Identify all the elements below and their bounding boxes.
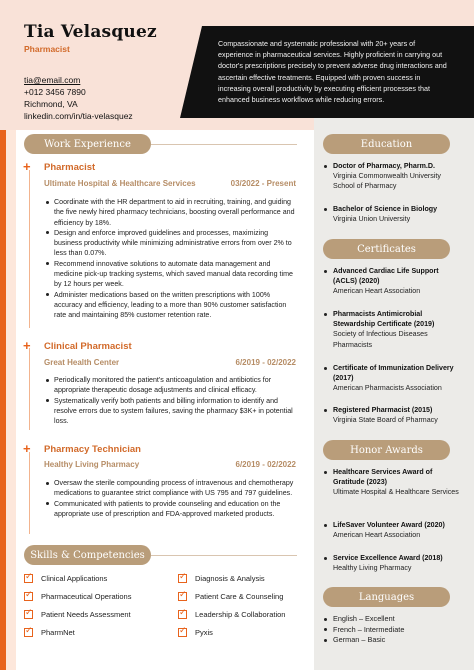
list-item: English – Excellent bbox=[323, 614, 463, 625]
entry-subtitle: Society of Infectious Diseases Pharmacists bbox=[333, 330, 428, 349]
list-item: Design and enforce improved guidelines and processes, maximizing business productivity while minimizing administrative errors from over 2% to less than 0.07%. bbox=[44, 228, 296, 259]
job-company: Healthy Living Pharmacy bbox=[44, 460, 140, 469]
summary-text: Compassionate and systematic professional with 20+ years of experience in pharmaceutical services. Highly proficient in carrying out doctor's prescriptions precisely to prevent adverse drug interactions and ascertain effective treatments. Equipped with proven success in increasing overall productivity by executing efficient processes that enhanced business workflows while reducing errors. bbox=[218, 39, 447, 105]
award-entry bbox=[323, 520, 463, 540]
education-entry bbox=[323, 161, 463, 192]
skill-item bbox=[24, 610, 131, 619]
skill-item bbox=[178, 628, 213, 637]
job-bullets bbox=[44, 375, 296, 426]
skill-item bbox=[24, 574, 107, 583]
languages-heading: Languages bbox=[323, 587, 450, 607]
list-item: French – Intermediate bbox=[323, 625, 463, 636]
plus-icon: + bbox=[23, 159, 31, 174]
honor-awards-heading: Honor Awards bbox=[323, 440, 450, 460]
job-title: Pharmacy Technician bbox=[44, 444, 141, 455]
skill-label: Diagnosis & Analysis bbox=[195, 574, 265, 583]
entry-subtitle: Healthy Living Pharmacy bbox=[333, 564, 412, 573]
timeline-line bbox=[29, 348, 30, 430]
skill-label: Clinical Applications bbox=[41, 574, 108, 583]
job-dates: 03/2022 - Present bbox=[230, 179, 296, 188]
candidate-name: Tia Velasquez bbox=[24, 22, 157, 42]
skill-item bbox=[24, 592, 131, 601]
checkbox-icon bbox=[178, 628, 187, 637]
entry-title: Pharmacists Antimicrobial Stewardship Certificate (2019) bbox=[323, 309, 463, 329]
left-pink-bar bbox=[6, 130, 16, 670]
checkbox-icon bbox=[178, 574, 187, 583]
work-experience-heading: Work Experience bbox=[24, 134, 151, 154]
education-heading: Education bbox=[323, 134, 450, 154]
email-link[interactable]: tia@email.com bbox=[24, 75, 81, 85]
entry-subtitle: Virginia Union University bbox=[333, 215, 411, 224]
skill-item bbox=[24, 628, 75, 637]
list-item: Administer medications based on the written prescriptions with 100% accuracy and efficiency, leading to a more than 90% customer satisfaction rate and maintaining 85% customer retention rate. bbox=[44, 290, 296, 321]
contact-info bbox=[24, 74, 133, 122]
entry-title: Doctor of Pharmacy, Pharm.D. bbox=[323, 161, 463, 171]
certificate-entry bbox=[323, 266, 463, 297]
phone-number: +012 3456 7890 bbox=[24, 87, 86, 97]
certificate-entry bbox=[323, 363, 463, 394]
education-entry bbox=[323, 204, 463, 224]
skill-item bbox=[178, 592, 283, 601]
skill-label: Pharmaceutical Operations bbox=[41, 592, 132, 601]
skill-label: Pyxis bbox=[195, 628, 213, 637]
skill-label: Patient Needs Assessment bbox=[41, 610, 131, 619]
job-bullets bbox=[44, 478, 296, 519]
entry-subtitle: Virginia State Board of Pharmacy bbox=[333, 416, 438, 425]
entry-title: LifeSaver Volunteer Award (2020) bbox=[323, 520, 463, 530]
timeline-line bbox=[29, 452, 30, 534]
entry-subtitle: Virginia Commonwealth University School of Pharmacy bbox=[333, 172, 441, 191]
checkbox-icon bbox=[24, 574, 33, 583]
location: Richmond, VA bbox=[24, 99, 78, 109]
entry-subtitle: Ultimate Hospital & Healthcare Services bbox=[333, 488, 459, 497]
checkbox-icon bbox=[178, 610, 187, 619]
candidate-role: Pharmacist bbox=[24, 44, 70, 54]
job-title: Clinical Pharmacist bbox=[44, 341, 132, 352]
list-item: Coordinate with the HR department to aid in recruiting, training, and guiding the five newly hired pharmacy technicians, boosting overall performance and efficiency by 18%. bbox=[44, 197, 296, 228]
certificate-entry bbox=[323, 405, 463, 425]
certificate-entry bbox=[323, 309, 463, 350]
entry-title: Registered Pharmacist (2015) bbox=[323, 405, 463, 415]
job-dates: 6/2019 - 02/2022 bbox=[235, 460, 296, 469]
job-company: Ultimate Hospital & Healthcare Services bbox=[44, 179, 196, 188]
certificates-heading: Certificates bbox=[323, 239, 450, 259]
plus-icon: + bbox=[23, 338, 31, 353]
list-item: Periodically monitored the patient's anticoagulation and antibiotics for appropriate therapeutic dosage adjustments and clinical efficacy. bbox=[44, 375, 296, 396]
checkbox-icon bbox=[24, 628, 33, 637]
work-experience-divider bbox=[151, 144, 297, 145]
skills-divider bbox=[151, 555, 297, 556]
skill-label: PharmNet bbox=[41, 628, 75, 637]
checkbox-icon bbox=[24, 610, 33, 619]
award-entry bbox=[323, 467, 463, 498]
job-dates: 6/2019 - 02/2022 bbox=[235, 358, 296, 367]
list-item: Systematically verify both patients and billing information to identify and resolve errors due to system failures, saving the pharmacy $3K+ in potential loss. bbox=[44, 396, 296, 427]
entry-subtitle: American Heart Association bbox=[333, 531, 421, 540]
job-company: Great Health Center bbox=[44, 358, 120, 367]
skills-heading: Skills & Competencies bbox=[24, 545, 151, 565]
checkbox-icon bbox=[24, 592, 33, 601]
job-title: Pharmacist bbox=[44, 162, 96, 173]
languages-list bbox=[323, 614, 463, 646]
entry-title: Bachelor of Science in Biology bbox=[323, 204, 463, 214]
skill-label: Leadership & Collaboration bbox=[195, 610, 286, 619]
list-item: Oversaw the sterile compounding process of intravenous and chemotherapy medications to guarantee strict compliance with US 795 and 797 guidelines. bbox=[44, 478, 296, 499]
entry-title: Certificate of Immunization Delivery (2017) bbox=[323, 363, 463, 383]
skill-label: Patient Care & Counseling bbox=[195, 592, 284, 601]
award-entry bbox=[323, 553, 463, 573]
skill-item bbox=[178, 610, 285, 619]
checkbox-icon bbox=[178, 592, 187, 601]
linkedin-link[interactable]: linkedin.com/in/tia-velasquez bbox=[24, 111, 133, 121]
list-item: Communicated with patients to provide counseling and education on the appropriate use of prescription and FDA-approved marketed products. bbox=[44, 499, 296, 520]
timeline-line bbox=[29, 170, 30, 328]
entry-subtitle: American Pharmacists Association bbox=[333, 384, 442, 393]
entry-title: Healthcare Services Award of Gratitude (2023) bbox=[323, 467, 463, 487]
skill-item bbox=[178, 574, 265, 583]
plus-icon: + bbox=[23, 441, 31, 456]
job-bullets bbox=[44, 197, 296, 321]
list-item: German – Basic bbox=[323, 635, 463, 646]
entry-subtitle: American Heart Association bbox=[333, 287, 421, 296]
list-item: Recommend innovative solutions to automate data management and medicine pick-up tracking systems, which saved manual data recording time by 12 hours per week. bbox=[44, 259, 296, 290]
entry-title: Advanced Cardiac Life Support (ACLS) (2020) bbox=[323, 266, 463, 286]
entry-title: Service Excellence Award (2018) bbox=[323, 553, 463, 563]
